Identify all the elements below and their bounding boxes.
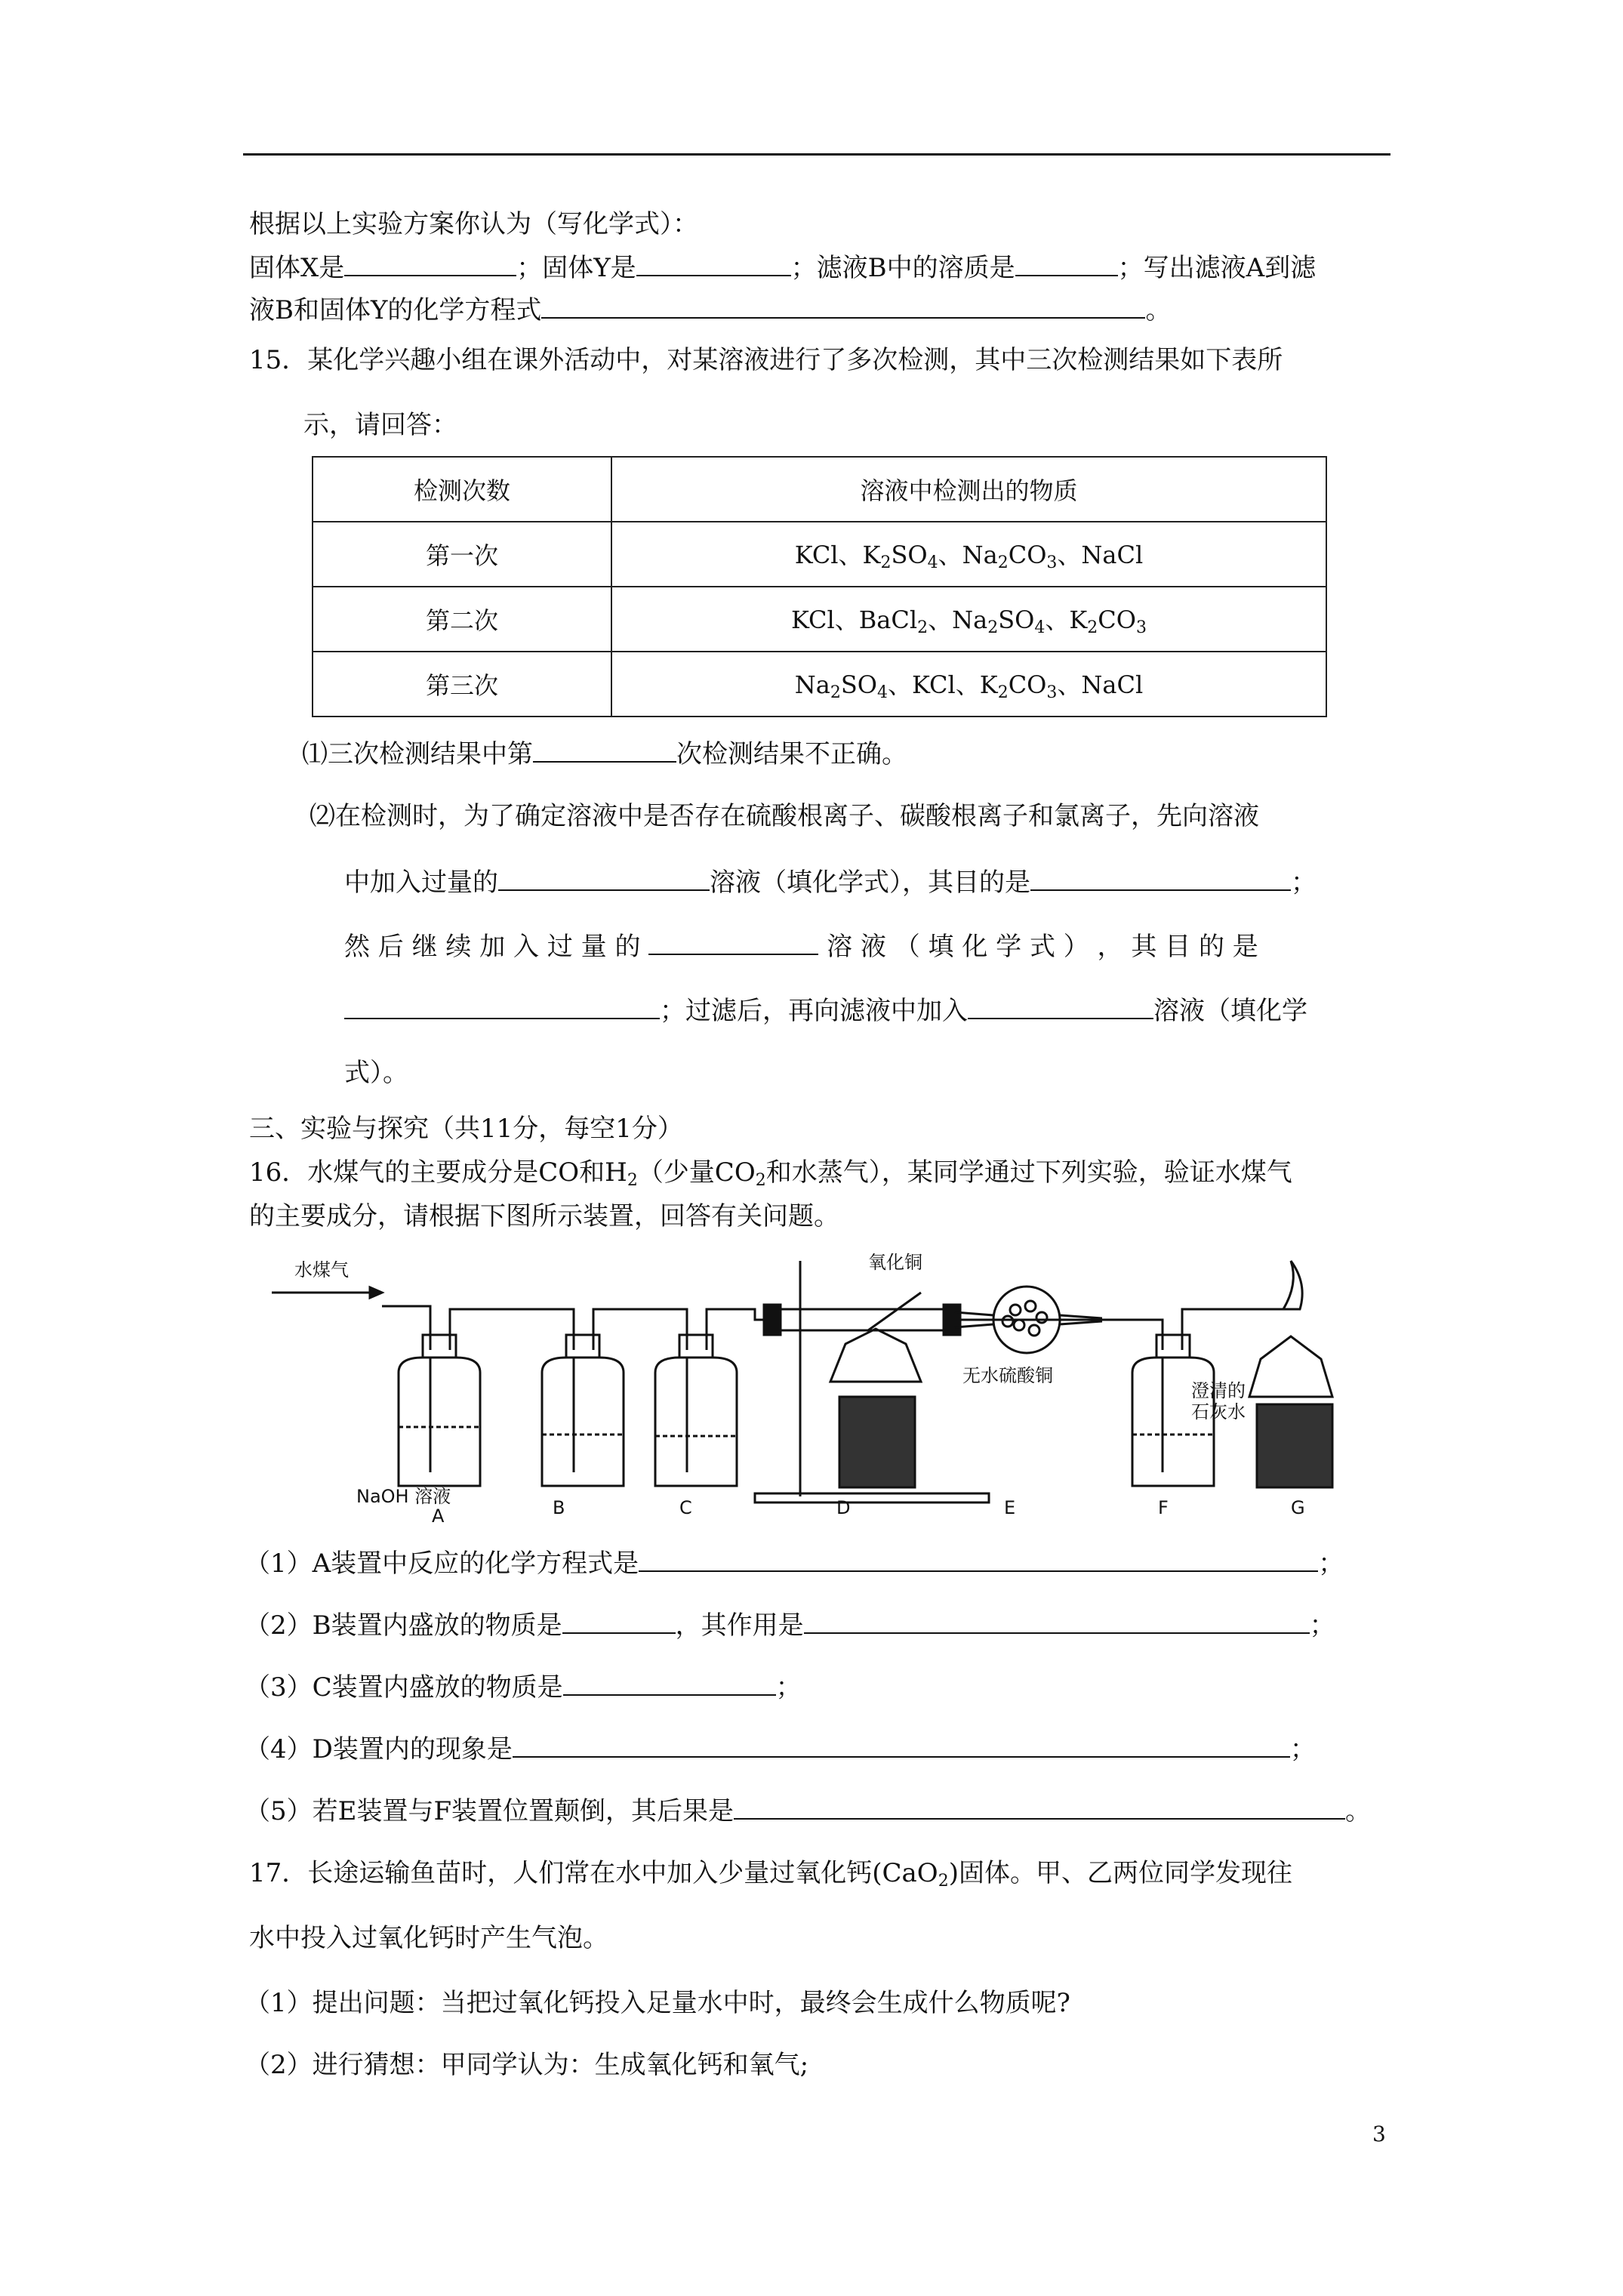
label-c: C [679,1497,692,1518]
label-limewater-2: 石灰水 [1191,1401,1246,1422]
blank-d-phenomenon[interactable] [513,1734,1290,1758]
label-limewater-1: 澄清的 [1191,1380,1246,1401]
q15-stem-2: 示，请回答： [303,410,457,440]
table-header: 溶液中检测出的物质 [611,457,1326,522]
label-f: F [1158,1497,1169,1518]
table-header-row [313,457,1326,522]
q15-part-2-line-1: ⑵在检测时，为了确定溶液中是否存在硫酸根离子、碳酸根离子和氯离子，先向溶液 [310,801,1259,831]
table-cell-substances: KCl、$K_2SO_4$、$Na_2CO_3$、NaCl [611,522,1326,587]
tube-a-b [450,1309,574,1350]
q15-part-1: ⑴三次检测结果中第 次检测结果不正确。 [302,739,907,769]
label-anhydrous-cuso4: 无水硫酸铜 [962,1365,1053,1386]
label-d: D [836,1497,851,1518]
tube-f-g [1182,1309,1283,1350]
q16-sub-4: （4）D装置内的现象是 ； [245,1734,1316,1764]
blank-purpose-2[interactable] [344,995,660,1019]
table-row [313,652,1326,717]
apparatus-g [1249,1261,1332,1487]
results-table [312,456,1327,717]
q17-stem-2: 水中投入过氧化钙时产生气泡。 [249,1923,608,1953]
q16-sub-1: （1）A装置中反应的化学方程式是 ； [245,1549,1344,1579]
blank-wrong-test[interactable] [533,738,676,763]
label-b: B [553,1497,565,1518]
intro-line-1: 根据以上实验方案你认为（写化学式）： [249,209,698,239]
apparatus-figure [272,1246,1374,1525]
tube-e-f [1102,1320,1163,1350]
q15-part-2-line-5: 式）。 [344,1058,408,1088]
blank-a-equation[interactable] [639,1548,1318,1572]
q16-sub-2: （2）B装置内盛放的物质是 ，其作用是 ； [245,1610,1335,1641]
intro-line-2: 固体X是 ；固体Y是 ；滤液B中的溶质是 ；写出滤液A到滤 [249,253,1317,283]
header-rule [243,153,1390,156]
q16-stem-1: 16．水煤气的主要成分是CO和$H_2$（少量$CO_2$和水蒸气），某同学通过下列实验，验证水煤气 [249,1157,1292,1190]
q17-sub-1: （1）提出问题：当把过氧化钙投入足量水中时，最终会生成什么物质呢? [245,1988,1070,2018]
label-a: A [432,1505,445,1525]
q16-stem-2: 的主要成分，请根据下图所示装置，回答有关问题。 [249,1201,839,1231]
label-g: G [1291,1497,1305,1518]
table-cell-label: 第二次 [313,587,611,652]
blank-reagent-2[interactable] [648,931,818,955]
blank-purpose-1[interactable] [1030,867,1291,891]
page-number: 3 [1372,2122,1386,2147]
label-water-gas: 水煤气 [294,1259,349,1281]
blank-solid-x[interactable] [344,252,516,276]
bottle-c [655,1335,737,1486]
q15-part-2-line-4: ；过滤后，再向滤液中加入 溶液（填化学 [344,994,1307,1028]
blank-equation-a-b[interactable] [541,294,1145,319]
q16-sub-5: （5）若E装置与F装置位置颠倒，其后果是 。 [245,1796,1372,1826]
q17-sub-2: （2）进行猜想：甲同学认为：生成氧化钙和氧气; [245,2050,809,2080]
q17-stem-1: 17．长途运输鱼苗时，人们常在水中加入少量过氧化钙(CaO$_2$)固体。甲、乙两位同学发现往 [249,1858,1292,1891]
table-row [313,587,1326,652]
tube-b-c [593,1309,687,1350]
blank-solid-y[interactable] [636,252,791,276]
blank-consequence[interactable] [734,1795,1345,1820]
table-cell-substances: KCl、BaCl$_2$、$Na_2SO_4$、$K_2CO_3$ [611,587,1326,652]
intro-line-3: 液B和固体Y的化学方程式 。 [249,295,1172,325]
table-cell-substances: $Na_2SO_4$、KCl、$K_2CO_3$、NaCl [611,652,1326,717]
bottle-a [399,1335,480,1486]
blank-filtrate-b[interactable] [1015,252,1118,276]
label-naoh: NaOH 溶液 [356,1486,451,1507]
q15-part-2-line-2: 中加入过量的 溶液（填化学式），其目的是 ； [344,868,1317,898]
table-cell-label: 第三次 [313,652,611,717]
table-cell-label: 第一次 [313,522,611,587]
blank-reagent-3[interactable] [968,995,1153,1019]
section-3-title: 三、实验与探究（共11分，每空1分） [249,1114,683,1144]
blank-reagent-1[interactable] [498,867,710,891]
q15-part-2-line-3: 然 后 继 续 加 入 过 量 的 溶 液 （ 填 化 学 式 ） ， 其 目 的 是 [344,932,1258,962]
q15-stem-1: 15．某化学兴趣小组在课外活动中，对某溶液进行了多次检测，其中三次检测结果如下表所 [249,345,1283,375]
label-copper-oxide: 氧化铜 [868,1252,922,1273]
arrow-head-icon [370,1287,382,1298]
label-e: E [1004,1497,1016,1518]
apparatus-d [755,1261,989,1502]
table-header: 检测次数 [313,457,611,522]
blank-c-substance[interactable] [563,1672,776,1696]
table-row [313,522,1326,587]
blank-b-substance[interactable] [562,1610,676,1634]
q16-sub-3: （3）C装置内盛放的物质是 ； [245,1672,802,1703]
bottle-b [542,1335,624,1486]
blank-b-function[interactable] [804,1610,1310,1634]
